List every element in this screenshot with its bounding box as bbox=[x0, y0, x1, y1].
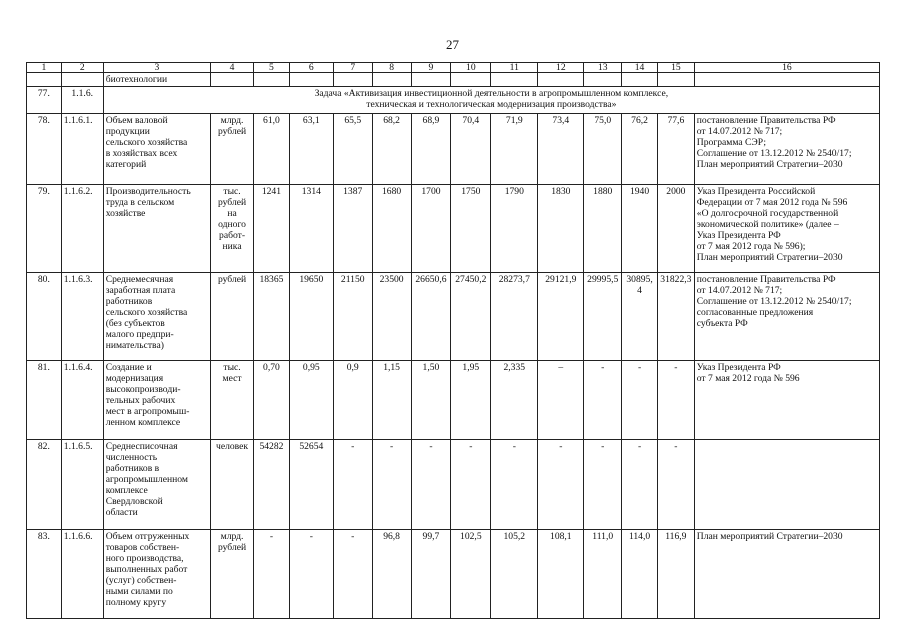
value-cell: - bbox=[372, 440, 411, 530]
value-cell: 1700 bbox=[411, 185, 451, 273]
table-row bbox=[27, 530, 880, 619]
row-code: 1.1.6.6. bbox=[61, 530, 103, 619]
unit: млрд. рублей bbox=[211, 114, 254, 185]
indicator-name: Создание и модернизация высокопроизводи- тельных рабочих мест в агропромыш- ленном комплексе bbox=[103, 361, 210, 440]
row-code: 1.1.6.1. bbox=[61, 114, 103, 185]
row-code: 1.1.6.3. bbox=[61, 273, 103, 361]
value-cell: 2,335 bbox=[491, 361, 538, 440]
value-cell: 29121,9 bbox=[538, 273, 584, 361]
column-numbers-row bbox=[27, 63, 880, 73]
row-num: 80. bbox=[27, 273, 62, 361]
table-row bbox=[27, 273, 880, 361]
unit: млрд. рублей bbox=[211, 530, 254, 619]
value-cell: - bbox=[491, 440, 538, 530]
row-num: 82. bbox=[27, 440, 62, 530]
indicator-name: Объем отгруженных товаров собствен- ного производства, выполненных работ (услуг) собствен- ными силами по полному кругу bbox=[103, 530, 210, 619]
row-code: 1.1.6. bbox=[61, 87, 103, 114]
value-cell: 108,1 bbox=[538, 530, 584, 619]
source-document: Указ Президента РФ от 7 мая 2012 года № 596 bbox=[694, 361, 879, 440]
value-cell: - bbox=[333, 440, 372, 530]
value-cell: - bbox=[657, 440, 694, 530]
row-num: 78. bbox=[27, 114, 62, 185]
value-cell: 73,4 bbox=[538, 114, 584, 185]
value-cell: 77,6 bbox=[657, 114, 694, 185]
value-cell: 2000 bbox=[657, 185, 694, 273]
value-cell: 114,0 bbox=[622, 530, 658, 619]
column-number: 3 bbox=[103, 63, 210, 73]
row-num: 77. bbox=[27, 87, 62, 114]
value-cell: 1,50 bbox=[411, 361, 451, 440]
value-cell: 0,70 bbox=[254, 361, 290, 440]
value-cell: 0,9 bbox=[333, 361, 372, 440]
value-cell: 1880 bbox=[584, 185, 622, 273]
value-cell: 111,0 bbox=[584, 530, 622, 619]
column-number: 2 bbox=[61, 63, 103, 73]
row-code bbox=[61, 73, 103, 87]
value-cell: 1,15 bbox=[372, 361, 411, 440]
column-number: 7 bbox=[333, 63, 372, 73]
value-cell: 65,5 bbox=[333, 114, 372, 185]
row-num: 79. bbox=[27, 185, 62, 273]
value-cell: 1387 bbox=[333, 185, 372, 273]
value-cell: 96,8 bbox=[372, 530, 411, 619]
column-number: 16 bbox=[694, 63, 879, 73]
indicator-name: Объем валовой продукции сельского хозяйства в хозяйствах всех категорий bbox=[103, 114, 210, 185]
value-cell: 76,2 bbox=[622, 114, 658, 185]
unit: тыс. рублей на одного работ- ника bbox=[211, 185, 254, 273]
continuation-row bbox=[27, 73, 880, 87]
row-name: биотехнологии bbox=[103, 73, 210, 87]
value-cell: 29995,5 bbox=[584, 273, 622, 361]
value-cell: 68,9 bbox=[411, 114, 451, 185]
value-cell: - bbox=[584, 440, 622, 530]
value-cell: 75,0 bbox=[584, 114, 622, 185]
column-number: 6 bbox=[289, 63, 333, 73]
value-cell: 19650 bbox=[289, 273, 333, 361]
value-cell: 0,95 bbox=[289, 361, 333, 440]
row-code: 1.1.6.4. bbox=[61, 361, 103, 440]
indicator-name: Среднесписочная численность работников в агропромышленном комплексе Свердловской области bbox=[103, 440, 210, 530]
table-row bbox=[27, 185, 880, 273]
task-row bbox=[27, 87, 880, 114]
value-cell: 21150 bbox=[333, 273, 372, 361]
row-code: 1.1.6.2. bbox=[61, 185, 103, 273]
value-cell: 99,7 bbox=[411, 530, 451, 619]
value-cell: 1750 bbox=[451, 185, 491, 273]
column-number: 8 bbox=[372, 63, 411, 73]
row-code: 1.1.6.5. bbox=[61, 440, 103, 530]
column-number: 11 bbox=[491, 63, 538, 73]
indicator-name: Среднемесячная заработная плата работников сельского хозяйства (без субъектов малого предпри- нимательства) bbox=[103, 273, 210, 361]
value-cell: 23500 bbox=[372, 273, 411, 361]
unit: человек bbox=[211, 440, 254, 530]
value-cell: 1790 bbox=[491, 185, 538, 273]
value-cell: 102,5 bbox=[451, 530, 491, 619]
unit: тыс. мест bbox=[211, 361, 254, 440]
task-title: Задача «Активизация инвестиционной деятельности в агропромышленном комплексе, техническая и технологическая модернизация производства» bbox=[103, 87, 879, 114]
value-cell: 1,95 bbox=[451, 361, 491, 440]
value-cell: 27450,2 bbox=[451, 273, 491, 361]
value-cell: - bbox=[657, 361, 694, 440]
source-document: План мероприятий Стратегии–2030 bbox=[694, 530, 879, 619]
column-number: 10 bbox=[451, 63, 491, 73]
value-cell: 52654 bbox=[289, 440, 333, 530]
value-cell: 18365 bbox=[254, 273, 290, 361]
page-number: 27 bbox=[446, 37, 459, 52]
value-cell: 1830 bbox=[538, 185, 584, 273]
unit: рублей bbox=[211, 273, 254, 361]
column-number: 15 bbox=[657, 63, 694, 73]
column-number: 4 bbox=[211, 63, 254, 73]
value-cell: - bbox=[622, 440, 658, 530]
row-num: 83. bbox=[27, 530, 62, 619]
value-cell: – bbox=[538, 361, 584, 440]
source-document: Указ Президента Российской Федерации от 7 мая 2012 года № 596 «О долгосрочной государственной экономической политике» (далее – Указ Президента РФ от 7 мая 2012 года № 596); План мероприятий Стратегии–2030 bbox=[694, 185, 879, 273]
value-cell: 63,1 bbox=[289, 114, 333, 185]
value-cell: - bbox=[411, 440, 451, 530]
column-number: 5 bbox=[254, 63, 290, 73]
table-row bbox=[27, 114, 880, 185]
value-cell: 54282 bbox=[254, 440, 290, 530]
row-num bbox=[27, 73, 62, 87]
value-cell: 70,4 bbox=[451, 114, 491, 185]
value-cell: - bbox=[254, 530, 290, 619]
indicator-name: Производительность труда в сельском хозяйстве bbox=[103, 185, 210, 273]
value-cell: 1680 bbox=[372, 185, 411, 273]
value-cell: 1314 bbox=[289, 185, 333, 273]
value-cell: 1940 bbox=[622, 185, 658, 273]
indicators-table bbox=[26, 62, 880, 619]
row-num: 81. bbox=[27, 361, 62, 440]
value-cell: - bbox=[538, 440, 584, 530]
value-cell: 116,9 bbox=[657, 530, 694, 619]
source-document: постановление Правительства РФ от 14.07.2012 № 717; Программа СЭР; Соглашение от 13.12.2012 № 2540/17; План мероприятий Стратегии–2030 bbox=[694, 114, 879, 185]
value-cell: - bbox=[584, 361, 622, 440]
column-number: 1 bbox=[27, 63, 62, 73]
value-cell: 31822,3 bbox=[657, 273, 694, 361]
value-cell: 61,0 bbox=[254, 114, 290, 185]
source-document bbox=[694, 440, 879, 530]
value-cell: 30895,4 bbox=[622, 273, 658, 361]
value-cell: - bbox=[289, 530, 333, 619]
source-document: постановление Правительства РФ от 14.07.2012 № 717; Соглашение от 13.12.2012 № 2540/17; согласованные предложения субъекта РФ bbox=[694, 273, 879, 361]
value-cell: - bbox=[451, 440, 491, 530]
value-cell: 1241 bbox=[254, 185, 290, 273]
value-cell: 26650,6 bbox=[411, 273, 451, 361]
value-cell: 71,9 bbox=[491, 114, 538, 185]
column-number: 12 bbox=[538, 63, 584, 73]
value-cell: 105,2 bbox=[491, 530, 538, 619]
value-cell: - bbox=[333, 530, 372, 619]
value-cell: 28273,7 bbox=[491, 273, 538, 361]
table-row bbox=[27, 361, 880, 440]
value-cell: 68,2 bbox=[372, 114, 411, 185]
column-number: 13 bbox=[584, 63, 622, 73]
table-row bbox=[27, 440, 880, 530]
value-cell: - bbox=[622, 361, 658, 440]
column-number: 14 bbox=[622, 63, 658, 73]
column-number: 9 bbox=[411, 63, 451, 73]
